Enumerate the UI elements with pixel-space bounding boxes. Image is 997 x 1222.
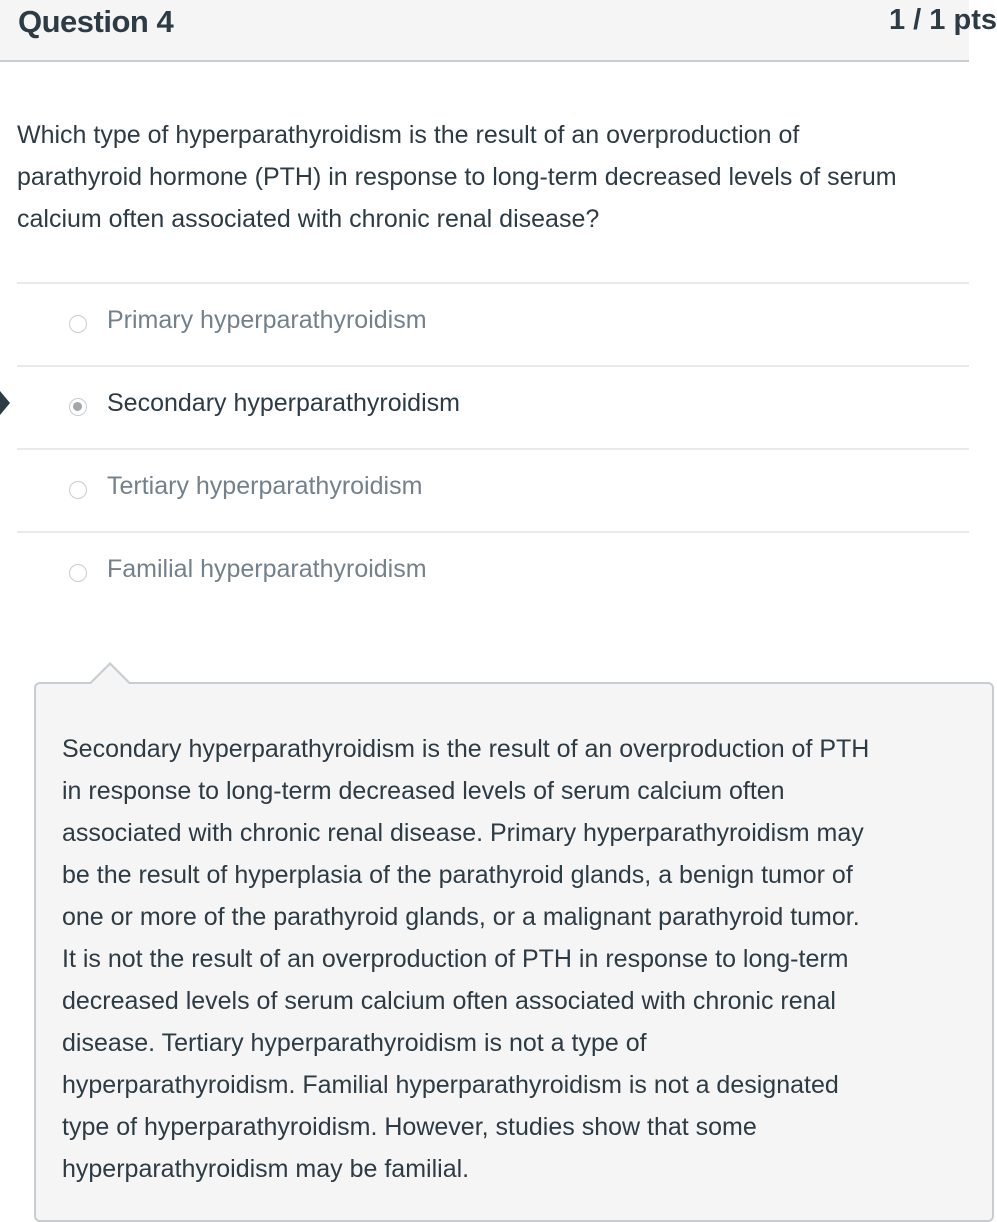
radio-button[interactable] xyxy=(69,315,87,333)
answer-list xyxy=(17,282,969,614)
question-header xyxy=(0,0,997,62)
answer-option-secondary[interactable] xyxy=(17,365,969,448)
answer-label: Familial hyperparathyroidism xyxy=(107,555,427,583)
feedback-line: hyperparathyroidism may be familial. xyxy=(62,1155,470,1183)
answer-label: Secondary hyperparathyroidism xyxy=(107,389,460,417)
feedback-line: disease. Tertiary hyperparathyroidism is not a type of xyxy=(62,1029,647,1057)
question-text-line: calcium often associated with chronic renal disease? xyxy=(17,205,600,233)
answer-label: Primary hyperparathyroidism xyxy=(107,306,427,334)
radio-button-selected[interactable] xyxy=(69,398,87,416)
feedback-line: decreased levels of serum calcium often associated with chronic renal xyxy=(62,987,836,1015)
answer-option-primary[interactable] xyxy=(17,282,969,365)
feedback-line: Secondary hyperparathyroidism is the result of an overproduction of PTH xyxy=(62,735,870,763)
feedback-text xyxy=(62,728,967,1190)
feedback-line: associated with chronic renal disease. Primary hyperparathyroidism may xyxy=(62,819,864,847)
question-text-line: parathyroid hormone (PTH) in response to long-term decreased levels of serum xyxy=(17,163,897,191)
feedback-line: type of hyperparathyroidism. However, studies show that some xyxy=(62,1113,757,1141)
answer-option-familial[interactable] xyxy=(17,531,969,614)
answer-label: Tertiary hyperparathyroidism xyxy=(107,472,423,500)
radio-button[interactable] xyxy=(69,564,87,582)
feedback-caret-icon xyxy=(88,662,132,684)
question-text-line: Which type of hyperparathyroidism is the result of an overproduction of xyxy=(17,121,800,149)
answer-feedback-box xyxy=(34,682,994,1222)
question-title: Question 4 xyxy=(18,4,174,39)
selected-arrow-icon xyxy=(0,391,10,415)
feedback-line: in response to long-term decreased levels of serum calcium often xyxy=(62,777,785,805)
answer-option-tertiary[interactable] xyxy=(17,448,969,531)
question-text xyxy=(17,114,967,240)
feedback-line: It is not the result of an overproduction of PTH in response to long-term xyxy=(62,945,849,973)
feedback-line: one or more of the parathyroid glands, or a malignant parathyroid tumor. xyxy=(62,903,860,931)
feedback-line: hyperparathyroidism. Familial hyperparathyroidism is not a designated xyxy=(62,1071,839,1099)
radio-button[interactable] xyxy=(69,481,87,499)
feedback-line: be the result of hyperplasia of the parathyroid glands, a benign tumor of xyxy=(62,861,853,889)
question-points: 1 / 1 pts xyxy=(889,4,997,36)
